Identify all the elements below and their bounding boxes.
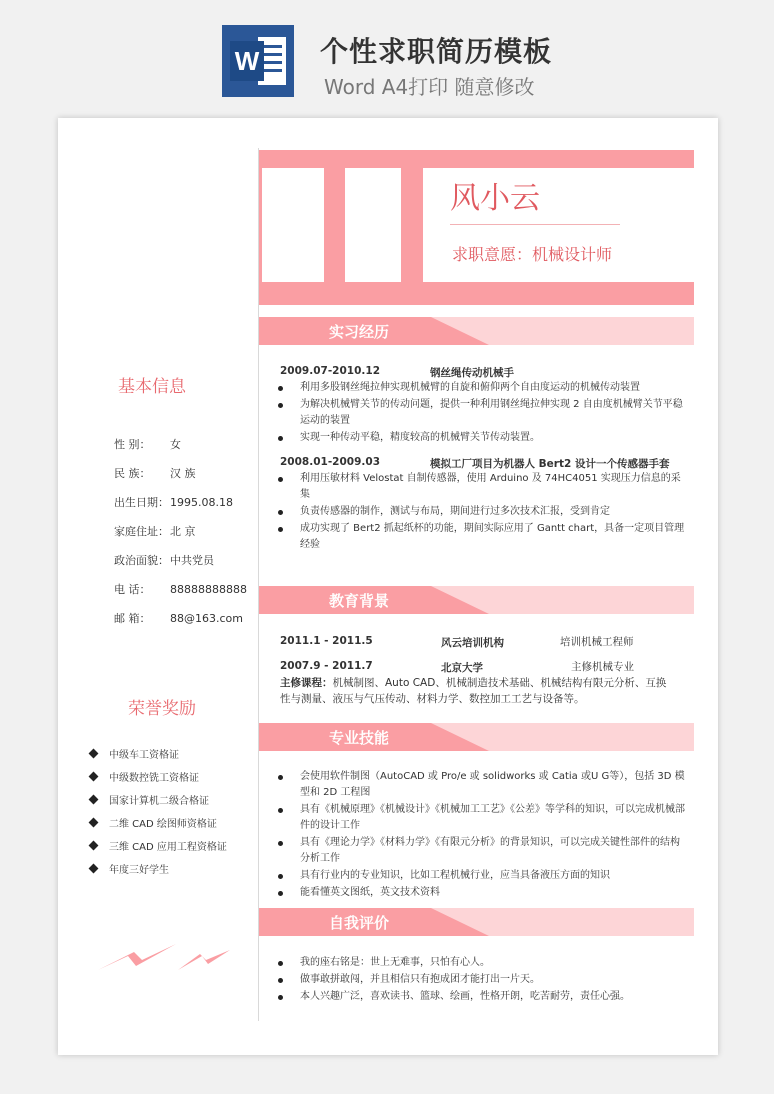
basic-info-title: 基本信息 <box>118 377 186 397</box>
name-underline <box>450 224 620 225</box>
bullet-item: 具有行业内的专业知识，比如工程机械行业，应当具备液压方面的知识 <box>278 868 688 884</box>
info-row: 政治面貌：中共党员 <box>114 554 214 567</box>
honors-title: 荣誉奖励 <box>128 699 196 719</box>
honor-item: 国家计算机二级合格证 <box>90 792 209 807</box>
diamond-bullet-icon <box>89 818 99 828</box>
bullet-item: 我的座右铭是：世上无难事，只怕有心人。 <box>278 955 688 971</box>
bullet-item: 能看懂英文图纸，英文技术资料 <box>278 885 688 901</box>
info-row: 家庭住址：北 京 <box>114 525 196 538</box>
edu-major: 主修机械专业 <box>571 661 634 673</box>
bullet-item: 实现一种传动平稳，精度较高的机械臂关节传动装置。 <box>278 430 688 446</box>
diamond-bullet-icon <box>89 795 99 805</box>
info-row: 邮 箱： 88@163.com <box>114 612 243 625</box>
bullet-item: 利用多股钢丝绳拉伸实现机械臂的自旋和俯仰两个自由度运动的机械传动装置 <box>278 380 688 396</box>
word-icon <box>222 25 294 97</box>
banner-subtitle: Word A4打印 随意修改 <box>324 75 535 99</box>
bullet-item: 具有《机械原理》《机械设计》《机械加工工艺》《公差》等学科的知识，可以完成机械部件的设计工作 <box>278 802 688 835</box>
section-header-self-evaluation: 自我评价 <box>259 908 694 936</box>
bullet-item: 本人兴趣广泛，喜欢读书、篮球、绘画，性格开朗，吃苦耐劳，责任心强。 <box>278 989 688 1005</box>
edu-school: 北京大学 <box>441 662 483 674</box>
photo-frame <box>262 168 324 282</box>
resume-page <box>58 118 718 1055</box>
section-header-skills: 专业技能 <box>259 723 694 751</box>
info-row: 性 别： 女 <box>114 438 181 451</box>
bullet-item: 为解决机械臂关节的传动问题，提供一种利用钢丝绳拉伸实现 2 自由度机械臂关节平稳运动的装置 <box>278 397 688 430</box>
word-icon-letter: W <box>234 46 260 76</box>
edu-courses: 主修课程：机械制图、Auto CAD、机械制造技术基础、机械结构有限元分析、互换性与测量、液压与气压传动、材料力学、数控加工工艺与设备等。 <box>280 677 667 705</box>
edu-period: 2011.1 - 2011.5 <box>280 635 373 647</box>
bullet-item: 利用压敏材料 Velostat 自制传感器，使用 Arduino 及 74HC4051 实现压力信息的采集 <box>278 471 688 504</box>
diamond-bullet-icon <box>89 749 99 759</box>
info-row: 民 族： 汉 族 <box>114 467 196 480</box>
job-period: 2008.01-2009.03 <box>280 456 381 468</box>
diamond-bullet-icon <box>89 772 99 782</box>
info-row: 出生日期：1995.08.18 <box>114 496 233 509</box>
edu-major: 培训机械工程师 <box>560 636 634 648</box>
photo-frame <box>345 168 401 282</box>
bullet-item: 做事敢拼敢闯，并且相信只有抱成团才能打出一片天。 <box>278 972 688 988</box>
bullet-item: 具有《理论力学》《材料力学》《有限元分析》的背景知识，可以完成关键性部件的结构分析工作 <box>278 835 688 868</box>
diamond-bullet-icon <box>89 864 99 874</box>
decorative-wave-icon <box>98 938 238 978</box>
diamond-bullet-icon <box>89 841 99 851</box>
edu-school: 风云培训机构 <box>441 637 504 649</box>
bullet-item: 负责传感器的制作，测试与布局，期间进行过多次技术汇报，受到肯定 <box>278 504 688 520</box>
honor-item: 中级车工资格证 <box>90 746 179 761</box>
honor-item: 二维 CAD 绘图师资格证 <box>90 815 217 830</box>
section-header-education: 教育背景 <box>259 586 694 614</box>
job-period: 2009.07-2010.12 <box>280 365 381 377</box>
info-row: 电 话： 88888888888 <box>114 583 247 596</box>
job-intent: 求职意愿：机械设计师 <box>452 245 613 264</box>
job-role: 模拟工厂项目为机器人 Bert2 设计一个传感器手套 <box>430 458 670 470</box>
job-role: 钢丝绳传动机械手 <box>430 367 514 379</box>
candidate-name: 风小云 <box>450 181 540 216</box>
edu-period: 2007.9 - 2011.7 <box>280 660 373 672</box>
honor-item: 年度三好学生 <box>90 861 169 876</box>
honor-item: 中级数控铣工资格证 <box>90 769 199 784</box>
bullet-item: 成功实现了 Bert2 抓起纸杯的功能，期间实际应用了 Gantt chart，具备一定项目管理经验 <box>278 521 688 554</box>
honor-item: 三维 CAD 应用工程资格证 <box>90 838 227 853</box>
section-header-internship: 实习经历 <box>259 317 694 345</box>
banner-title: 个性求职简历模板 <box>320 35 553 68</box>
bullet-item: 会使用软件制图（AutoCAD 或 Pro/e 或 solidworks 或 Catia 或U G等），包括 3D 模型和 2D 工程图 <box>278 769 688 802</box>
